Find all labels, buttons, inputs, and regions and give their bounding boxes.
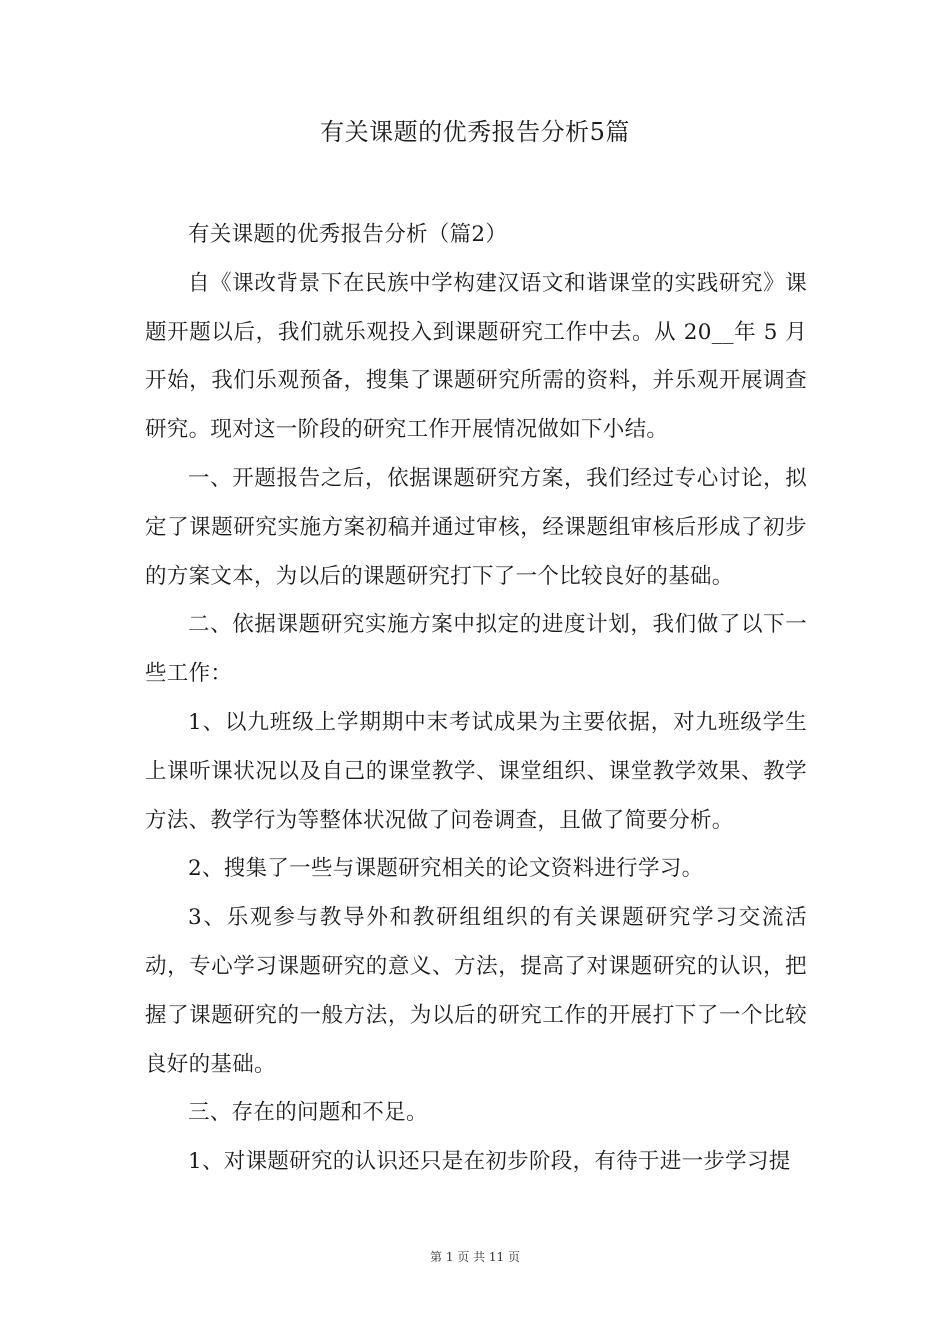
page-footer: 第 1 页 共 11 页 bbox=[430, 1250, 520, 1264]
section-heading: 有关课题的优秀报告分析（篇2） bbox=[188, 222, 508, 247]
body-paragraph: 二、依据课题研究实施方案中拟定的进度计划，我们做了以下一些工作： bbox=[145, 612, 807, 687]
body-paragraph: 1、以九班级上学期期中末考试成果为主要依据，对九班级学生上课听课状况以及自己的课堂教学、课堂组织、课堂教学效果、教学方法、教学行为等整体状况做了问卷调查，且做了简要分析。 bbox=[145, 709, 807, 833]
body-paragraph: 3、乐观参与教导外和教研组组织的有关课题研究学习交流活动，专心学习课题研究的意义、方法，提高了对课题研究的认识，把握了课题研究的一般方法，为以后的研究工作的开展打下了一个比较良好的基础。 bbox=[145, 905, 807, 1077]
body-paragraph: 一、开题报告之后，依据课题研究方案，我们经过专心讨论，拟定了课题研究实施方案初稿并通过审核，经课题组审核后形成了初步的方案文本，为以后的课题研究打下了一个比较良好的基础。 bbox=[145, 465, 807, 589]
body-paragraph: 自《课改背景下在民族中学构建汉语文和谐课堂的实践研究》课题开题以后，我们就乐观投入到课题研究工作中去。从 20__年 5 月开始，我们乐观预备，搜集了课题研究所需的资料，并乐观开展调查研究。现对这一阶段的研究工作开展情况做如下小结。 bbox=[145, 270, 807, 443]
document-title: 有关课题的优秀报告分析5篇 bbox=[320, 118, 630, 146]
body-paragraph: 三、存在的问题和不足。 bbox=[188, 1100, 428, 1126]
body-paragraph: 2、搜集了一些与课题研究相关的论文资料进行学习。 bbox=[188, 856, 704, 882]
body-paragraph: 1、对课题研究的认识还只是在初步阶段，有待于进一步学习提 bbox=[188, 1149, 791, 1175]
document-body bbox=[145, 211, 807, 1187]
